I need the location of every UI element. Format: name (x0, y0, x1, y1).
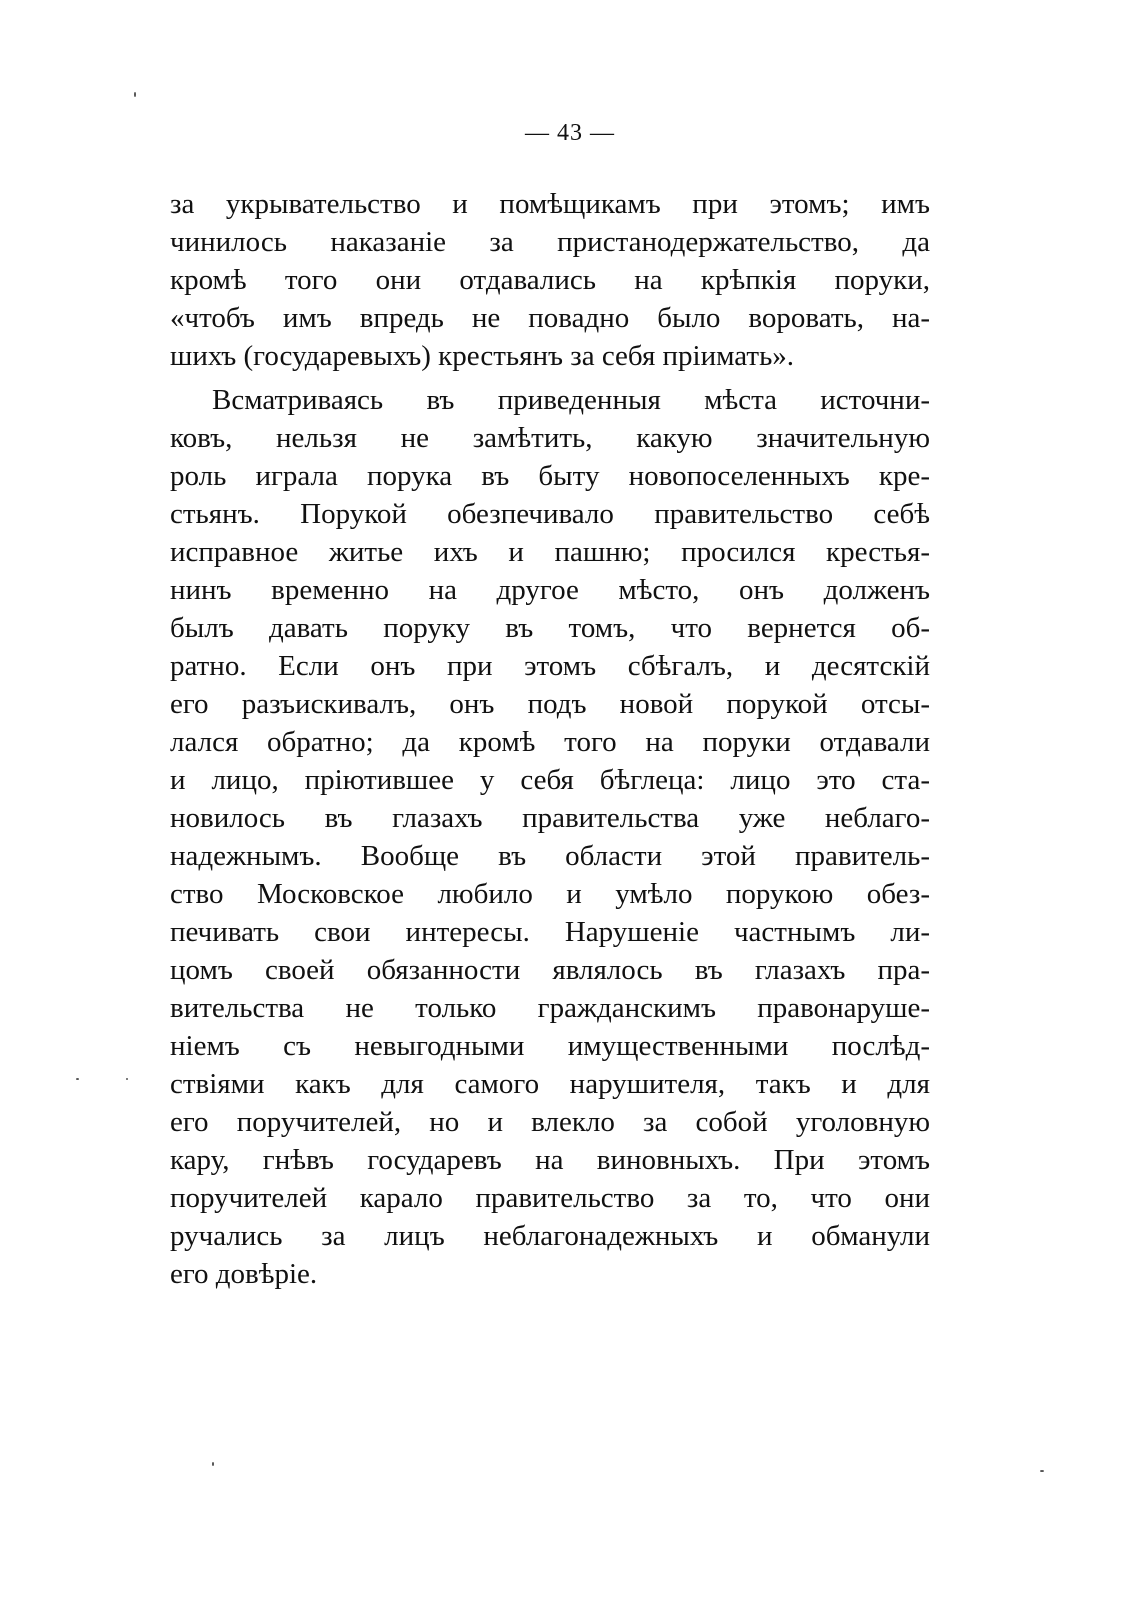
body-text (170, 185, 930, 1293)
text-line: стьянъ. Порукой обезпечивало правительство себѣ (170, 498, 930, 530)
text-line: нинъ временно на другое мѣсто, онъ долженъ (170, 574, 930, 606)
text-line: ковъ, нельзя не замѣтить, какую значительную (170, 422, 930, 454)
text-line: кару, гнѣвъ государевъ на виновныхъ. При этомъ (170, 1144, 930, 1176)
text-line: и лицо, прiютившее у себя бѣглеца: лицо это ста- (170, 764, 930, 796)
text-line: его разъискивалъ, онъ подъ новой порукой отсы- (170, 688, 930, 720)
text-line: ручались за лицъ неблагонадежныхъ и обманули (170, 1220, 930, 1252)
text-line: новилось въ глазахъ правительства уже неблаго- (170, 802, 930, 834)
text-line: чинилось наказанiе за пристанодержательство, да (170, 226, 930, 258)
text-line: надежнымъ. Вообще въ области этой правитель- (170, 840, 930, 872)
text-line: кромѣ того они отдавались на крѣпкiя поруки, (170, 264, 930, 296)
text-line: ствiями какъ для самого нарушителя, такъ и для (170, 1068, 930, 1100)
text-line: вительства не только гражданскимъ правонаруше- (170, 992, 930, 1024)
text-line: исправное житье ихъ и пашню; просился крестья- (170, 536, 930, 568)
text-line: его довѣрiе. (170, 1258, 318, 1290)
text-line: поручителей карало правительство за то, что они (170, 1182, 930, 1214)
scan-speck (134, 92, 136, 97)
text-line: печивать свои интересы. Нарушенiе частнымъ ли- (170, 916, 930, 948)
text-line: роль играла порука въ быту новопоселенныхъ кре- (170, 460, 930, 492)
text-line: ство Московское любило и умѣло порукою обез- (170, 878, 930, 910)
page-number: — 43 — (525, 120, 615, 146)
text-line: цомъ своей обязанности являлось въ глазахъ пра- (170, 954, 930, 986)
paragraph-1 (170, 185, 930, 375)
paragraph-2 (170, 381, 930, 1293)
scan-speck (212, 1462, 214, 1466)
text-line: ратно. Если онъ при этомъ сбѣгалъ, и десятскiй (170, 650, 930, 682)
text-line: «чтобъ имъ впредь не повадно было воровать, на- (170, 302, 930, 334)
scan-speck (76, 1078, 79, 1080)
text-line: лался обратно; да кромѣ того на поруки отдавали (170, 726, 930, 758)
text-line: его поручителей, но и влекло за собой уголовную (170, 1106, 930, 1138)
scan-speck (126, 1078, 128, 1080)
text-line: былъ давать поруку въ томъ, что вернется об- (170, 612, 930, 644)
text-line: за укрывательство и помѣщикамъ при этомъ; имъ (170, 188, 930, 220)
text-line: нiемъ съ невыгодными имущественными послѣд- (170, 1030, 930, 1062)
text-line: шихъ (государевыхъ) крестьянъ за себя прiимать». (170, 340, 795, 372)
text-line: Всматриваясь въ приведенныя мѣста источни- (212, 384, 930, 416)
scan-speck (1040, 1470, 1044, 1472)
